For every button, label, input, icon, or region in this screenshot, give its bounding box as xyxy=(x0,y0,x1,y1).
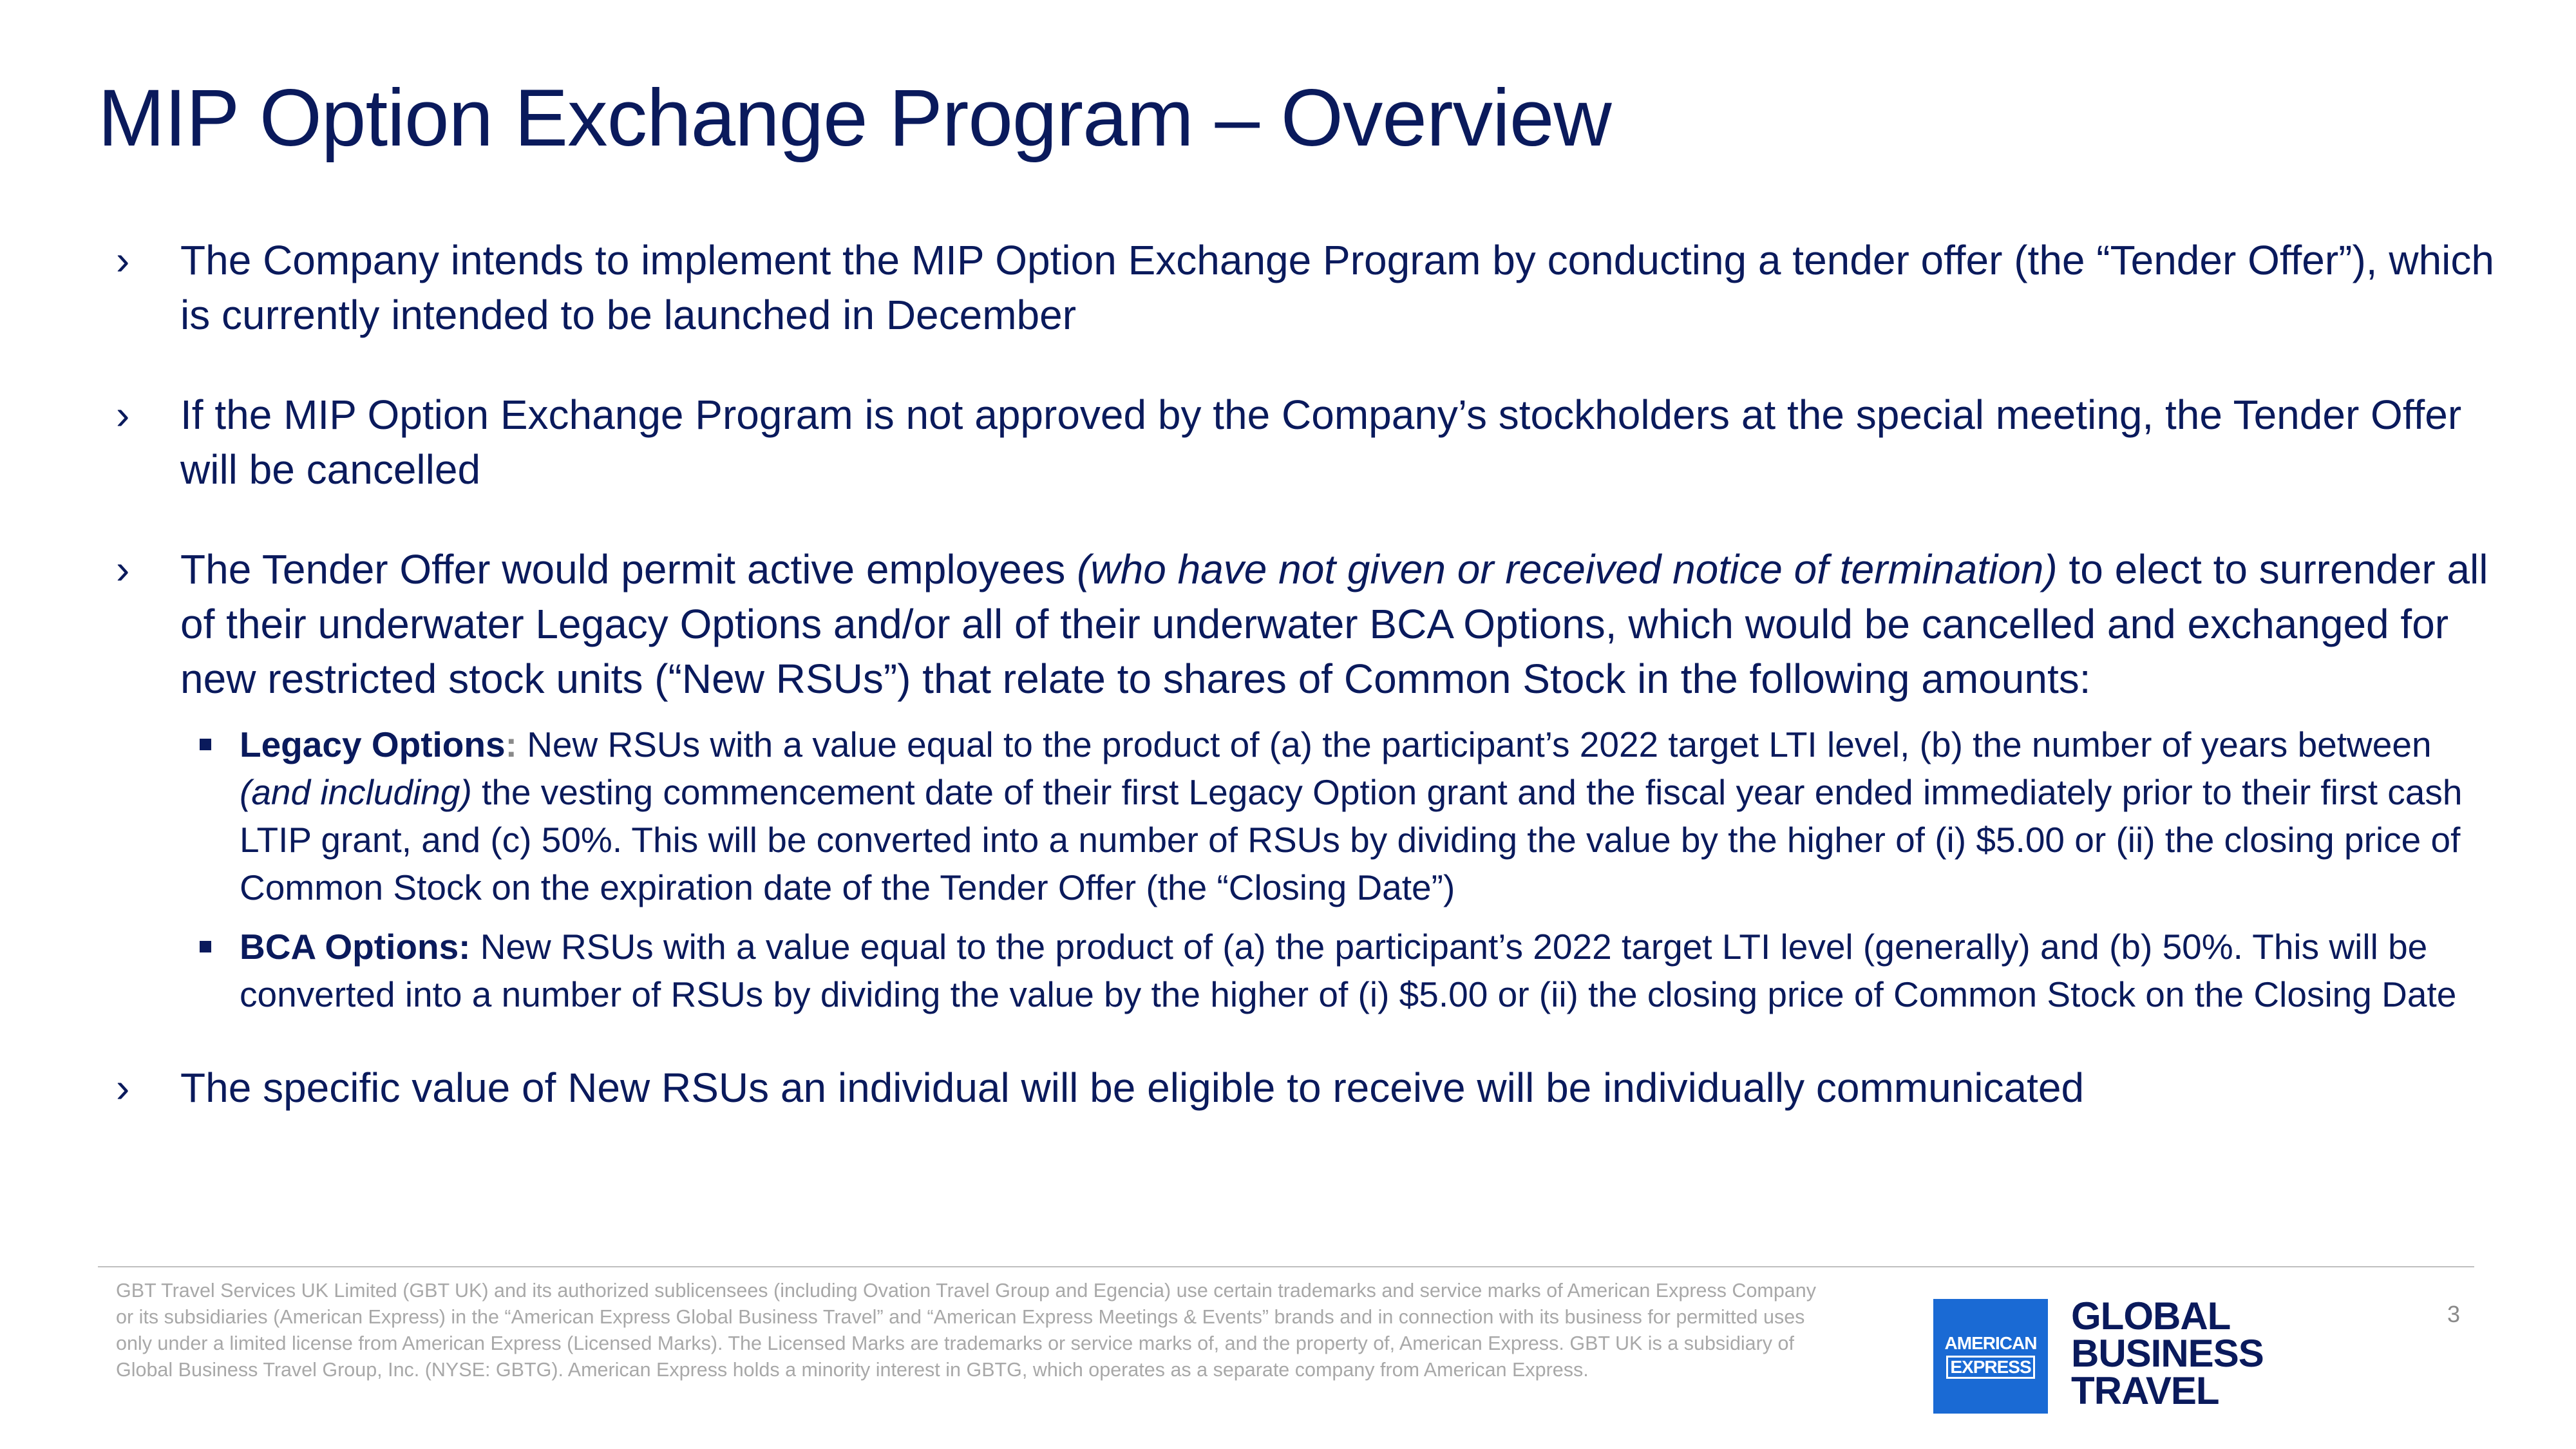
sub-bullet-label-colon: : xyxy=(505,724,517,764)
bullet-item xyxy=(116,233,2512,343)
bullet-list xyxy=(116,233,2512,1160)
bullet-text: The Company intends to implement the MIP Option Exchange Program by conducting a tender offer (the “Tender Offer”), which is currently intended to be launched in December xyxy=(180,237,2494,338)
sub-bullet-item xyxy=(155,721,2512,911)
bullet-item xyxy=(116,388,2512,497)
global-business-travel-wordmark xyxy=(2071,1294,2264,1412)
chevron-right-icon: › xyxy=(116,546,130,592)
amex-logo-line: EXPRESS xyxy=(1946,1356,2034,1379)
sub-bullet-text-italic: (and including) xyxy=(240,772,472,812)
wordmark-line: TRAVEL xyxy=(2071,1369,2219,1412)
chevron-right-icon: › xyxy=(116,392,130,438)
slide-title: MIP Option Exchange Program – Overview xyxy=(98,73,1611,163)
sub-bullet-text: the vesting commencement date of their first Legacy Option grant and the fiscal year ended immediately prior to their first cash LTIP grant, and (c) 50%. This will be converted into a number of RSUs by dividing the value by the higher of (i) $5.00 or (ii) the closing price of Common Stock on the expiration date of the Tender Offer (the “Closing Date”) xyxy=(240,772,2463,907)
footer-disclaimer: GBT Travel Services UK Limited (GBT UK) and its authorized sublicensees (including Ovation Travel Group and Egencia) use certain trademarks and service marks of American Express Company or its subsidiaries (American Express) in the “American Express Global Business Travel” and “American Express Meetings & Events” brands and in connection with its business for permitted uses only under a limited license from American Express (Licensed Marks). The Licensed Marks are trademarks or service marks of, and the property of, American Express. GBT UK is a subsidiary of Global Business Travel Group, Inc. (NYSE: GBTG). American Express holds a minority interest in GBTG, which operates as a separate company from American Express. xyxy=(116,1280,1816,1381)
chevron-right-icon: › xyxy=(116,1065,130,1111)
square-bullet-icon xyxy=(200,739,211,750)
square-bullet-icon xyxy=(200,941,211,952)
sub-bullet-text: New RSUs with a value equal to the product of (a) the participant’s 2022 target LTI level (generally) and (b) 50%. This will be converted into a number of RSUs by dividing the value by the higher of (i) $5.00 or (ii) the closing price of Common Stock on the Closing Date xyxy=(240,927,2457,1014)
bullet-text-italic: (who have not given or received notice of termination) xyxy=(1077,546,2058,592)
amex-logo-line: AMERICAN xyxy=(1944,1333,2037,1353)
page-number: 3 xyxy=(2447,1301,2461,1327)
wordmark-line: GLOBAL xyxy=(2071,1294,2231,1338)
footer-divider xyxy=(98,1266,2474,1267)
sub-bullet-label: BCA Options: xyxy=(240,927,471,967)
sub-bullet-text: New RSUs with a value equal to the product of (a) the participant’s 2022 target LTI level, (b) the number of years between xyxy=(516,724,2432,764)
bullet-text: to elect to surrender all of their underwater Legacy Options and/or all of their underwater BCA Options, which would be cancelled and exchanged for new restricted stock units (“New RSUs”) that relate to shares of Common Stock in the following amounts: xyxy=(180,546,2488,702)
wordmark-line: BUSINESS xyxy=(2071,1332,2264,1375)
chevron-right-icon: › xyxy=(116,237,130,283)
sub-bullet-item xyxy=(155,923,2512,1018)
bullet-item xyxy=(116,542,2512,706)
bullet-text: The Tender Offer would permit active employees xyxy=(180,546,1077,592)
bullet-item xyxy=(116,1061,2512,1115)
american-express-logo xyxy=(1933,1299,2048,1414)
bullet-text: If the MIP Option Exchange Program is not approved by the Company’s stockholders at the special meeting, the Tender Offer will be cancelled xyxy=(180,392,2462,493)
sub-bullet-label: Legacy Options xyxy=(240,724,506,764)
bullet-text: The specific value of New RSUs an individual will be eligible to receive will be individually communicated xyxy=(180,1065,2085,1111)
